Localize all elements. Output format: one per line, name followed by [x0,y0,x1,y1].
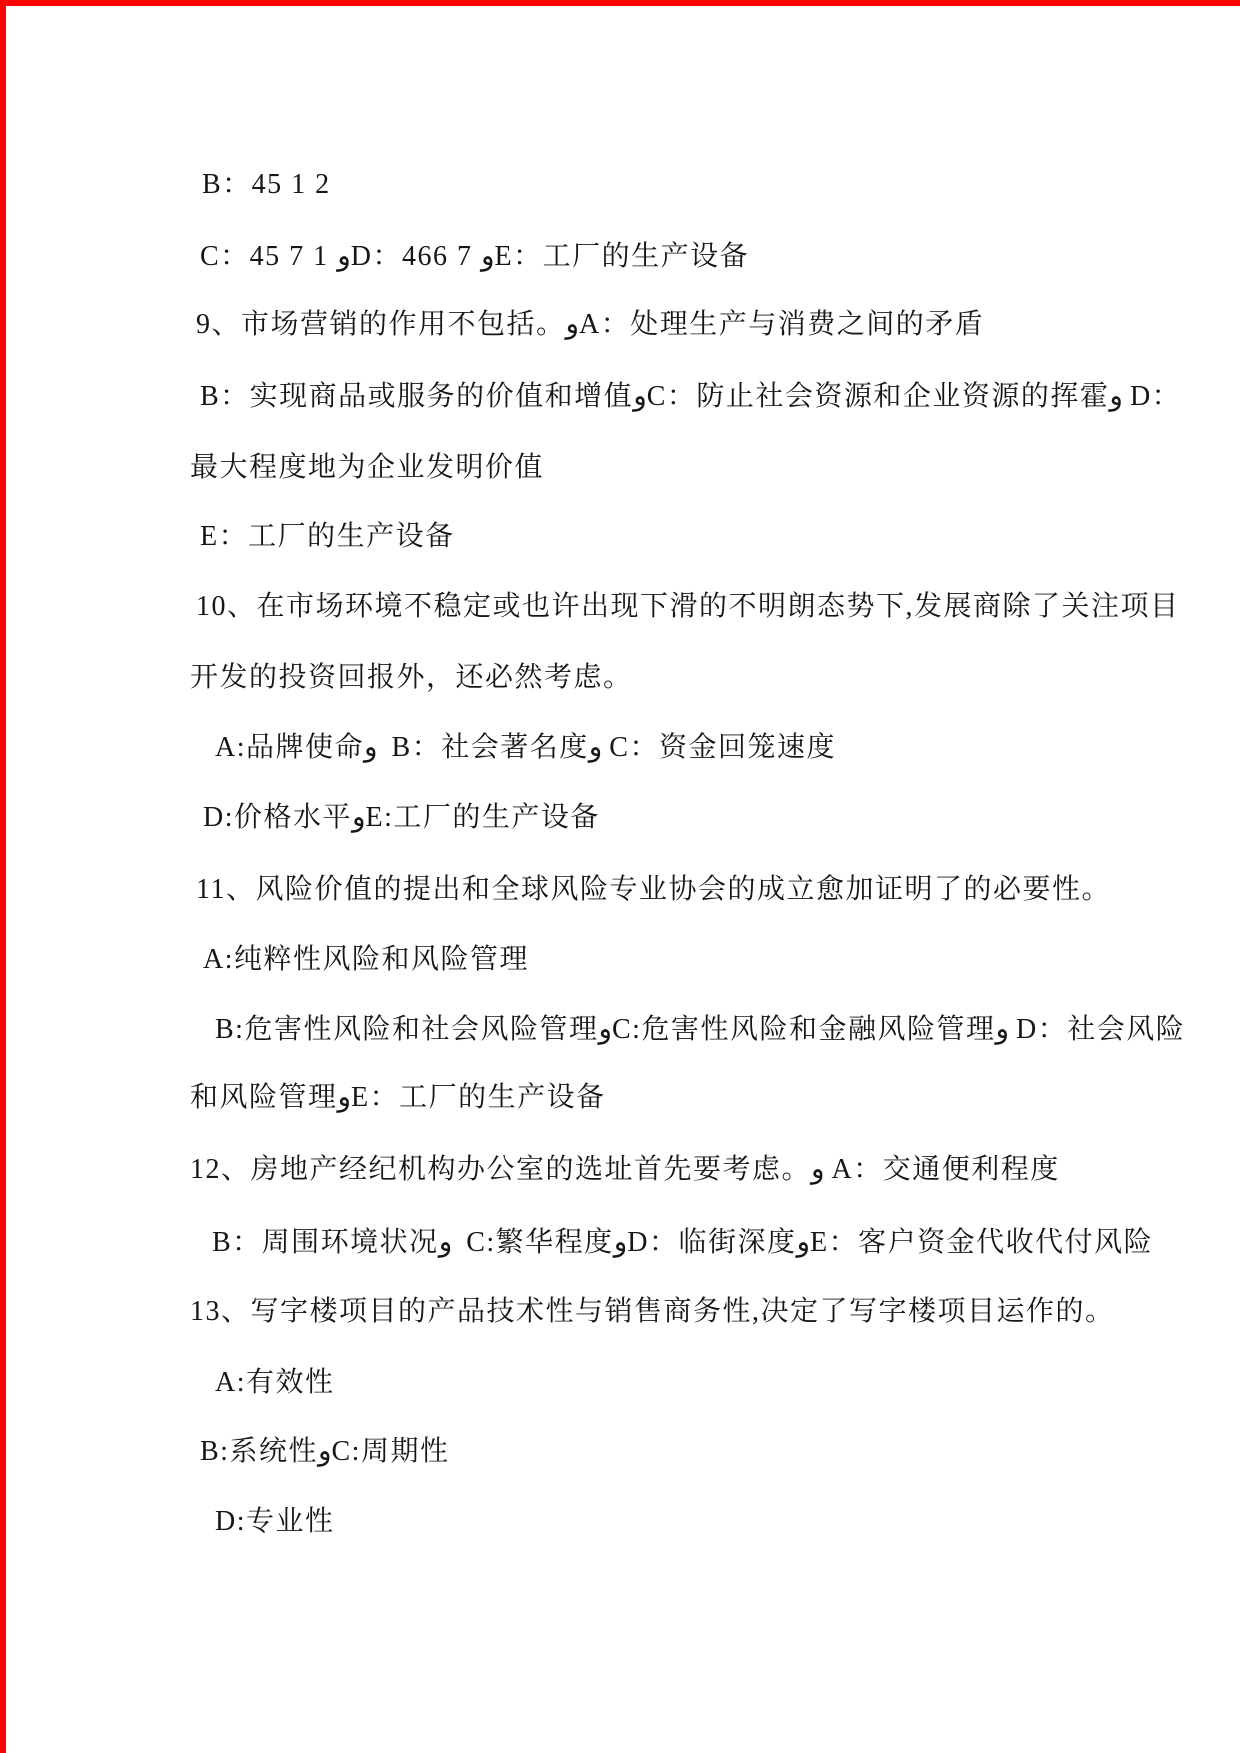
text-line: B：实现商品或服务的价值和增值وC：防止社会资源和企业资源的挥霍و D： [200,381,1182,412]
text-line: 11、风险价值的提出和全球风险专业协会的成立愈加证明了的必要性。 [196,874,1111,905]
text-line: 和风险管理وE：工厂的生产设备 [190,1082,606,1113]
text-line: 10、在市场环境不稳定或也许出现下滑的不明朗态势下,发展商除了关注项目 [196,591,1180,622]
text-line: B:危害性风险和社会风险管理وC:危害性风险和金融风险管理و D：社会风险 [215,1014,1186,1045]
text-line: B：45 1 2 [202,169,331,200]
page-left-rule-line [0,0,6,1753]
text-line: 最大程度地为企业发明价值 [190,452,545,483]
text-line: D:价格水平وE:工厂的生产设备 [203,802,600,833]
text-line: B：周围环境状况و C:繁华程度وD：临街深度وE：客户资金代收代付风险 [212,1227,1154,1258]
page-top-rule-line [0,0,1240,6]
text-line: 9、市场营销的作用不包括。وA：处理生产与消费之间的矛盾 [196,309,985,340]
text-line: 开发的投资回报外，还必然考虑。 [190,662,633,693]
text-line: A:品牌使命و B：社会著名度و C：资金回笼速度 [215,732,836,763]
text-line: B:系统性وC:周期性 [200,1436,450,1467]
text-line: E：工厂的生产设备 [200,521,455,552]
text-line: 13、写字楼项目的产品技术性与销售商务性,决定了写字楼项目运作的。 [190,1296,1115,1327]
text-line: C：45 7 1 وD：466 7 وE：工厂的生产设备 [200,241,750,272]
text-line: D:专业性 [215,1506,335,1537]
text-line: A:纯粹性风险和风险管理 [203,944,530,975]
text-line: 12、房地产经纪机构办公室的选址首先要考虑。و A：交通便利程度 [190,1154,1060,1185]
text-line: A:有效性 [215,1367,335,1398]
